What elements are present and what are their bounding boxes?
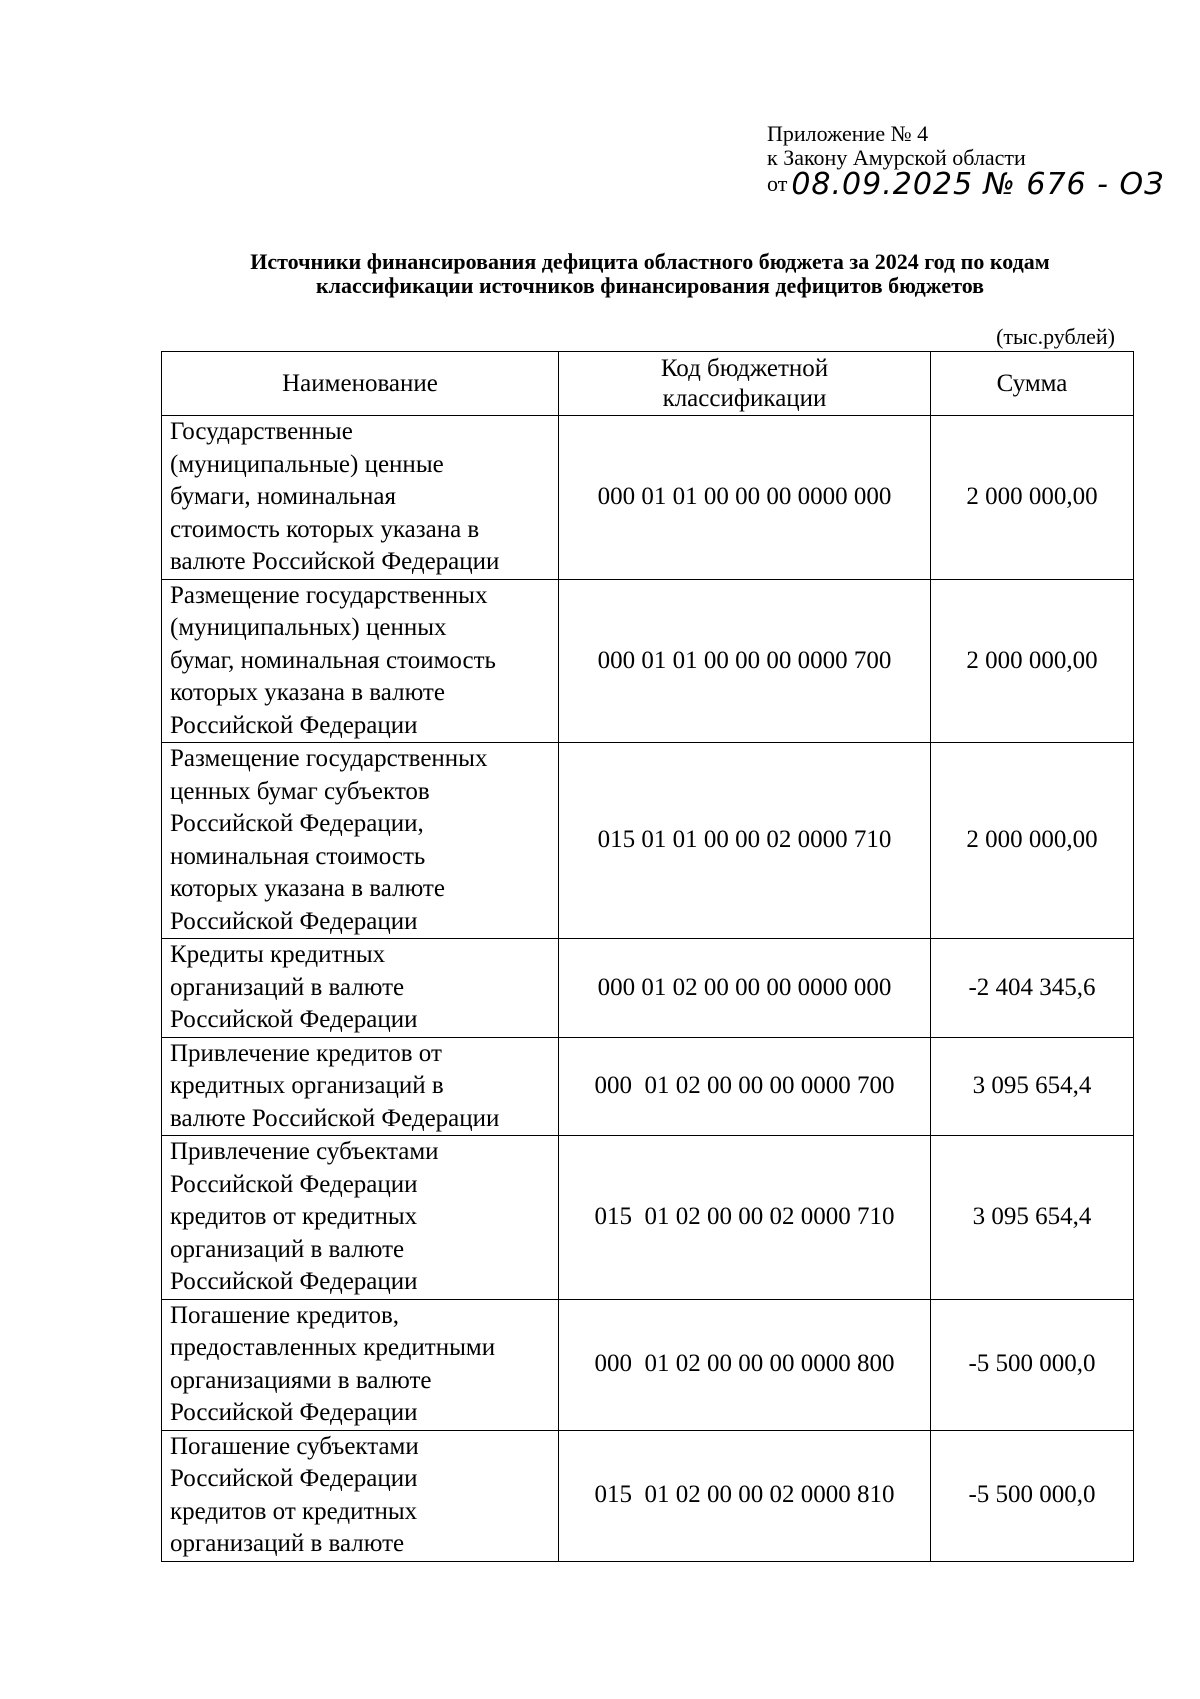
row-name-line: Размещение государственных <box>170 745 488 772</box>
row-name-line: стоимость которых указана в <box>170 515 480 543</box>
row-code-cell: 015 01 02 00 00 02 0000 710 <box>559 1136 931 1300</box>
row-code-cell: 000 01 02 00 00 00 0000 000 <box>559 939 931 1038</box>
row-name-cell <box>162 939 559 1038</box>
row-name-line: Привлечение субъектами <box>170 1138 439 1165</box>
row-sum-cell: -2 404 345,6 <box>931 939 1134 1038</box>
row-name-line: валюте Российской Федерации <box>170 1104 500 1132</box>
row-name-line: Государственные <box>170 418 353 445</box>
row-sum-cell: 2 000 000,00 <box>931 743 1134 939</box>
row-name-line: организаций в валюте <box>170 1235 405 1263</box>
row-name-line: (муниципальных) ценных <box>170 614 447 641</box>
row-name-line: предоставленных кредитными <box>170 1334 496 1361</box>
row-code-cell: 000 01 01 00 00 00 0000 000 <box>559 416 931 580</box>
row-name-line: (муниципальные) ценные <box>170 450 444 478</box>
table-row <box>162 1037 1134 1136</box>
row-name-cell <box>162 416 559 580</box>
header-code-line-1: Код бюджетной <box>660 354 829 382</box>
row-sum-cell: 3 095 654,4 <box>931 1037 1134 1136</box>
row-code-cell: 015 01 02 00 00 02 0000 810 <box>559 1430 931 1561</box>
row-name-line: Погашение кредитов, <box>170 1301 400 1329</box>
row-name-line: кредитов от кредитных <box>170 1497 418 1525</box>
handwritten-date-number: 08.09.2025 № 676 - ОЗ <box>791 167 1165 202</box>
row-name-line: Размещение государственных <box>170 581 488 609</box>
sources-table <box>161 351 1134 1562</box>
row-name-line: Российской Федерации <box>170 1006 418 1033</box>
units-label: (тыс.рублей) <box>996 324 1115 349</box>
appendix-law-reference: к Закону Амурской области <box>767 145 1026 170</box>
table-body <box>162 416 1134 1562</box>
appendix-number: Приложение № 4 <box>767 121 929 146</box>
header-sum: Сумма <box>931 352 1134 416</box>
row-name-line: которых указана в валюте <box>170 679 445 706</box>
row-sum-cell: -5 500 000,0 <box>931 1299 1134 1430</box>
document-title-line-1: Источники финансирования дефицита областного бюджета за 2024 год по кодам <box>250 249 1050 274</box>
table-row <box>162 1299 1134 1430</box>
table-row <box>162 416 1134 580</box>
row-name-line: Российской Федерации <box>170 1399 418 1426</box>
row-name-line: Погашение субъектами <box>170 1432 419 1460</box>
table-row <box>162 743 1134 939</box>
row-name-line: Кредиты кредитных <box>170 941 386 968</box>
row-sum-cell: -5 500 000,0 <box>931 1430 1134 1561</box>
row-name-cell <box>162 579 559 743</box>
row-sum-cell: 2 000 000,00 <box>931 579 1134 743</box>
row-name-line: бумаги, номинальная <box>170 483 396 510</box>
row-name-cell <box>162 1037 559 1136</box>
row-name-cell <box>162 1299 559 1430</box>
table-row <box>162 1430 1134 1561</box>
row-name-line: Привлечение кредитов от <box>170 1039 442 1067</box>
row-code-cell: 000 01 02 00 00 00 0000 800 <box>559 1299 931 1430</box>
header-name: Наименование <box>162 352 559 416</box>
row-name-line: номинальная стоимость <box>170 842 426 870</box>
table-row <box>162 939 1134 1038</box>
appendix-date-prefix: от <box>767 171 788 196</box>
row-name-line: бумаг, номинальная стоимость <box>170 646 496 674</box>
row-name-line: которых указана в валюте <box>170 875 445 902</box>
appendix-block <box>767 121 1165 202</box>
row-name-line: Российской Федерации <box>170 711 418 739</box>
document-title-line-2: классификации источников финансирования дефицитов бюджетов <box>315 273 985 298</box>
table-row <box>162 1136 1134 1300</box>
row-sum-cell: 3 095 654,4 <box>931 1136 1134 1300</box>
row-sum-cell: 2 000 000,00 <box>931 416 1134 580</box>
appendix-date-line <box>767 167 1165 202</box>
row-name-line: Российской Федерации <box>170 1170 418 1198</box>
row-name-cell <box>162 743 559 939</box>
row-code-cell: 000 01 02 00 00 00 0000 700 <box>559 1037 931 1136</box>
row-name-cell <box>162 1136 559 1300</box>
row-name-line: валюте Российской Федерации <box>170 548 500 575</box>
row-name-line: Российской Федерации <box>170 907 418 935</box>
header-code-line-2: классификации <box>662 384 827 412</box>
table-header-row <box>162 352 1134 416</box>
row-code-cell: 015 01 01 00 00 02 0000 710 <box>559 743 931 939</box>
row-name-cell <box>162 1430 559 1561</box>
row-name-line: Российской Федерации <box>170 1268 418 1295</box>
document-title <box>150 250 1150 298</box>
row-name-line: организациями в валюте <box>170 1366 432 1394</box>
row-name-line: организаций в валюте <box>170 973 405 1001</box>
row-name-line: кредитных организаций в <box>170 1072 444 1099</box>
header-code <box>559 352 931 416</box>
row-name-line: организаций в валюте <box>170 1530 405 1557</box>
row-code-cell: 000 01 01 00 00 00 0000 700 <box>559 579 931 743</box>
row-name-line: кредитов от кредитных <box>170 1203 418 1230</box>
row-name-line: Российской Федерации, <box>170 810 424 837</box>
table-row <box>162 579 1134 743</box>
row-name-line: ценных бумаг субъектов <box>170 777 430 805</box>
row-name-line: Российской Федерации <box>170 1465 418 1492</box>
